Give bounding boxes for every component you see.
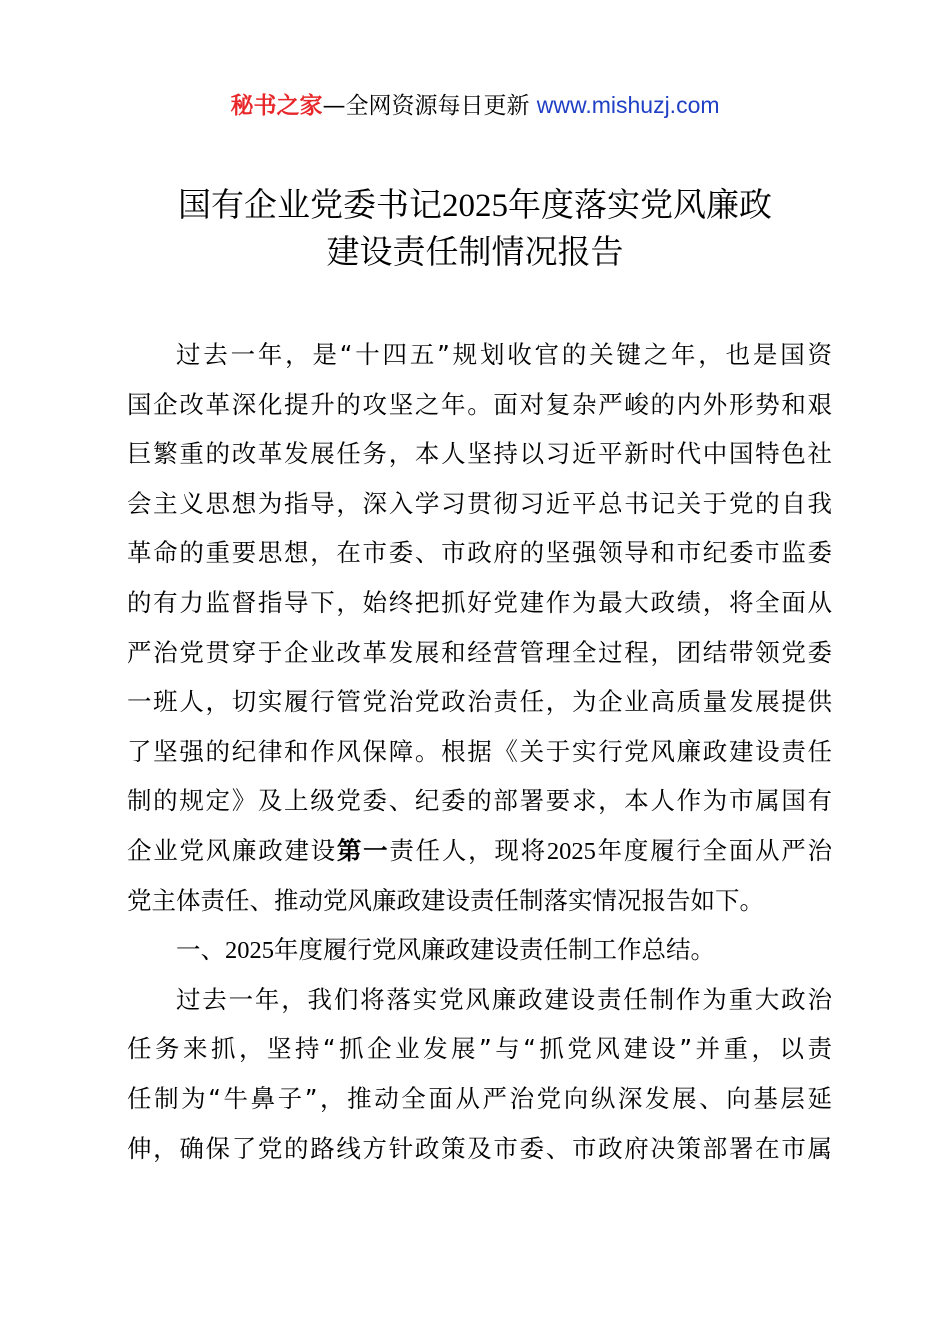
title-line-1 (120, 182, 830, 229)
title-year: 2025 (442, 188, 508, 224)
paragraph-1-line: 会主义思想为指导，深入学习贯彻习近平总书记关于党的自我 (127, 488, 832, 518)
section-heading-prefix: 一、 (176, 935, 225, 965)
paragraph-2-line: 任制为“牛鼻子”，推动全面从严治党向纵深发展、向基层延 (127, 1083, 832, 1113)
title-text-segment: 国有企业党委书记 (178, 185, 442, 224)
site-header (0, 88, 950, 123)
paragraph-2-line: 伸，确保了党的路线方针政策及市委、市政府决策部署在市属 (127, 1133, 832, 1163)
document-title (120, 182, 830, 275)
emphasis-first: 第一 (336, 835, 390, 865)
paragraph-1-line (127, 826, 832, 876)
paragraph-1-line: 过去一年，是“十四五”规划收官的关键之年，也是国资 (176, 340, 832, 369)
paragraph-1-line: 了坚强的纪律和作风保障。根据《关于实行党风廉政建设责任 (127, 736, 832, 766)
paragraph-1-line: 国企改革深化提升的攻坚之年。面对复杂严峻的内外形势和艰 (127, 389, 832, 419)
brand-name: 秘书之家 (230, 93, 323, 119)
header-tagline: —全网资源每日更新 (322, 93, 530, 119)
title-line-1-text (178, 185, 772, 224)
paragraph-1-line: 的有力监督指导下，始终把抓好党建作为最大政绩，将全面从 (127, 587, 832, 617)
paragraph-1-line: 党主体责任、推动党风廉政建设责任制落实情况报告如下。 (127, 885, 764, 915)
paragraph-1-segment: 企业党风廉政建设 (127, 835, 337, 865)
paragraph-1-segment: 年度履行全面从严治 (595, 835, 833, 865)
paragraph-1-line: 一班人，切实履行管党治党政治责任，为企业高质量发展提供 (127, 687, 832, 717)
paragraph-1-line: 严治党贯穿于企业改革发展和经营管理全过程，团结带领党委 (127, 637, 832, 667)
paragraph-1-line: 革命的重要思想，在市委、市政府的坚强领导和市纪委市监委 (127, 538, 832, 568)
paragraph-1-segment: 责任人，现将 (389, 835, 547, 865)
year-number: 2025 (546, 837, 596, 865)
paragraph-2-line: 过去一年，我们将落实党风廉政建设责任制作为重大政治 (176, 984, 832, 1014)
paragraph-1-line: 制的规定》及上级党委、纪委的部署要求，本人作为市属国有 (127, 786, 832, 816)
paragraph-1-line: 巨繁重的改革发展任务，本人坚持以习近平新时代中国特色社 (127, 439, 832, 469)
title-text-segment: 年度落实党风廉政 (508, 185, 772, 224)
title-line-2: 建设责任制情况报告 (326, 232, 624, 271)
section-heading-text: 年度履行党风廉政建设责任制工作总结。 (274, 935, 715, 965)
document-body (127, 330, 832, 1173)
paragraph-2-line: 任务来抓，坚持“抓企业发展”与“抓党风建设”并重，以责 (127, 1034, 832, 1064)
section-heading-year: 2025 (225, 937, 274, 965)
section-heading-1 (127, 925, 832, 975)
site-url-link[interactable]: www.mishuzj.com (536, 92, 720, 118)
